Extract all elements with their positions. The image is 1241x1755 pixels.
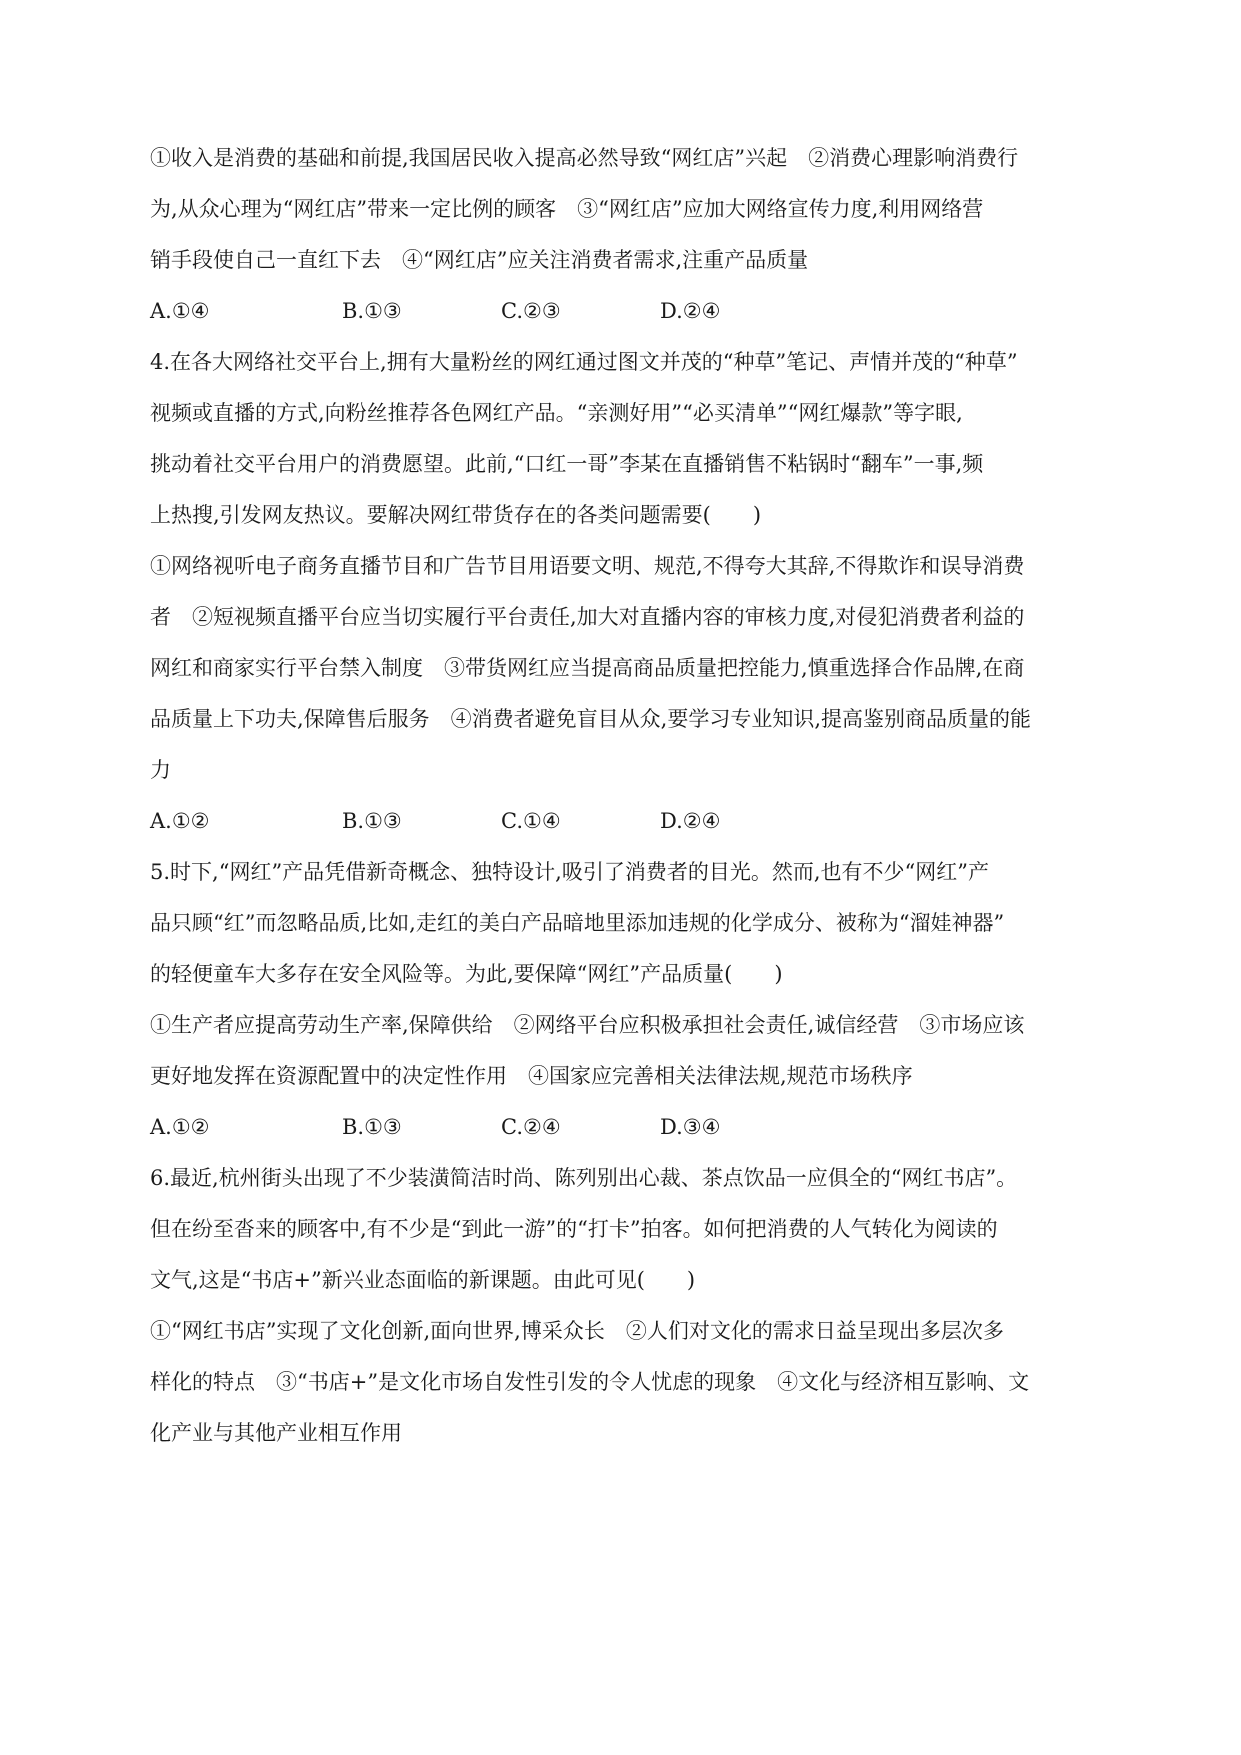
q4-option-d: D.②④ [660,809,721,833]
q4-statement-line: 力 [150,758,171,782]
q4-option-c: C.①④ [501,809,561,833]
q4-statement-line: 品质量上下功夫,保障售后服务 ④消费者避免盲目从众,要学习专业知识,提高鉴别商品质量的能 [150,707,1032,731]
q3-statement-line: ①收入是消费的基础和前提,我国居民收入提高必然导致“网红店”兴起 ②消费心理影响消费行 [150,146,1019,170]
q4-options [150,806,1110,836]
q6-statement-line: ①“网红书店”实现了文化创新,面向世界,博采众长 ②人们对文化的需求日益呈现出多层次多 [150,1319,1004,1343]
q3-options [150,296,1110,326]
q4-option-a: A.①② [150,809,210,833]
q3-statement-line: 为,从众心理为“网红店”带来一定比例的顾客 ③“网红店”应加大网络宣传力度,利用网络营 [150,197,984,221]
q6-statement-line: 化产业与其他产业相互作用 [150,1421,402,1445]
q5-stem-line: 品只顾“红”而忽略品质,比如,走红的美白产品暗地里添加违规的化学成分、被称为“溜娃神器” [150,911,1005,935]
q4-statement-line: ①网络视听电子商务直播节目和广告节目用语要文明、规范,不得夸大其辞,不得欺诈和误导消费 [150,554,1025,578]
q3-option-b: B.①③ [342,299,402,323]
q5-option-b: B.①③ [342,1115,402,1139]
q4-stem-line: 视频或直播的方式,向粉丝推荐各色网红产品。“亲测好用”“必买清单”“网红爆款”等字眼, [150,401,963,425]
q3-statement-line: 销手段使自己一直红下去 ④“网红店”应关注消费者需求,注重产品质量 [150,248,809,272]
q5-statement-line: ①生产者应提高劳动生产率,保障供给 ②网络平台应积极承担社会责任,诚信经营 ③市场应该 [150,1013,1025,1037]
q5-options [150,1112,1110,1142]
q3-option-d: D.②④ [660,299,721,323]
q3-option-a: A.①④ [150,299,210,323]
q5-stem-line: 的轻便童车大多存在安全风险等。为此,要保障“网红”产品质量( ) [150,962,783,986]
q4-option-b: B.①③ [342,809,402,833]
q4-statement-line: 者 ②短视频直播平台应当切实履行平台责任,加大对直播内容的审核力度,对侵犯消费者利益的 [150,605,1025,629]
q5-statement-line: 更好地发挥在资源配置中的决定性作用 ④国家应完善相关法律法规,规范市场秩序 [150,1064,913,1088]
q5-option-a: A.①② [150,1115,210,1139]
q6-stem-line: 但在纷至沓来的顾客中,有不少是“到此一游”的“打卡”拍客。如何把消费的人气转化为阅读的 [150,1217,998,1241]
q4-stem-line: 挑动着社交平台用户的消费愿望。此前,“口红一哥”李某在直播销售不粘锅时“翻车”一事,频 [150,452,984,476]
q3-option-c: C.②③ [501,299,561,323]
q5-option-c: C.②④ [501,1115,561,1139]
q4-stem-line: 4.在各大网络社交平台上,拥有大量粉丝的网红通过图文并茂的“种草”笔记、声情并茂的“种草” [150,350,1018,374]
q6-stem-line: 文气,这是“书店+”新兴业态面临的新课题。由此可见( ) [150,1268,696,1292]
q6-statement-line: 样化的特点 ③“书店+”是文化市场自发性引发的令人忧虑的现象 ④文化与经济相互影响、文 [150,1370,1030,1394]
q5-option-d: D.③④ [660,1115,721,1139]
q6-stem-line: 6.最近,杭州街头出现了不少装潢简洁时尚、陈列别出心裁、茶点饮品一应俱全的“网红书店”。 [150,1166,1018,1190]
q4-stem-line: 上热搜,引发网友热议。要解决网红带货存在的各类问题需要( ) [150,503,762,527]
q5-stem-line: 5.时下,“网红”产品凭借新奇概念、独特设计,吸引了消费者的目光。然而,也有不少“网红”产 [150,860,990,884]
q4-statement-line: 网红和商家实行平台禁入制度 ③带货网红应当提高商品质量把控能力,慎重选择合作品牌,在商 [150,656,1025,680]
